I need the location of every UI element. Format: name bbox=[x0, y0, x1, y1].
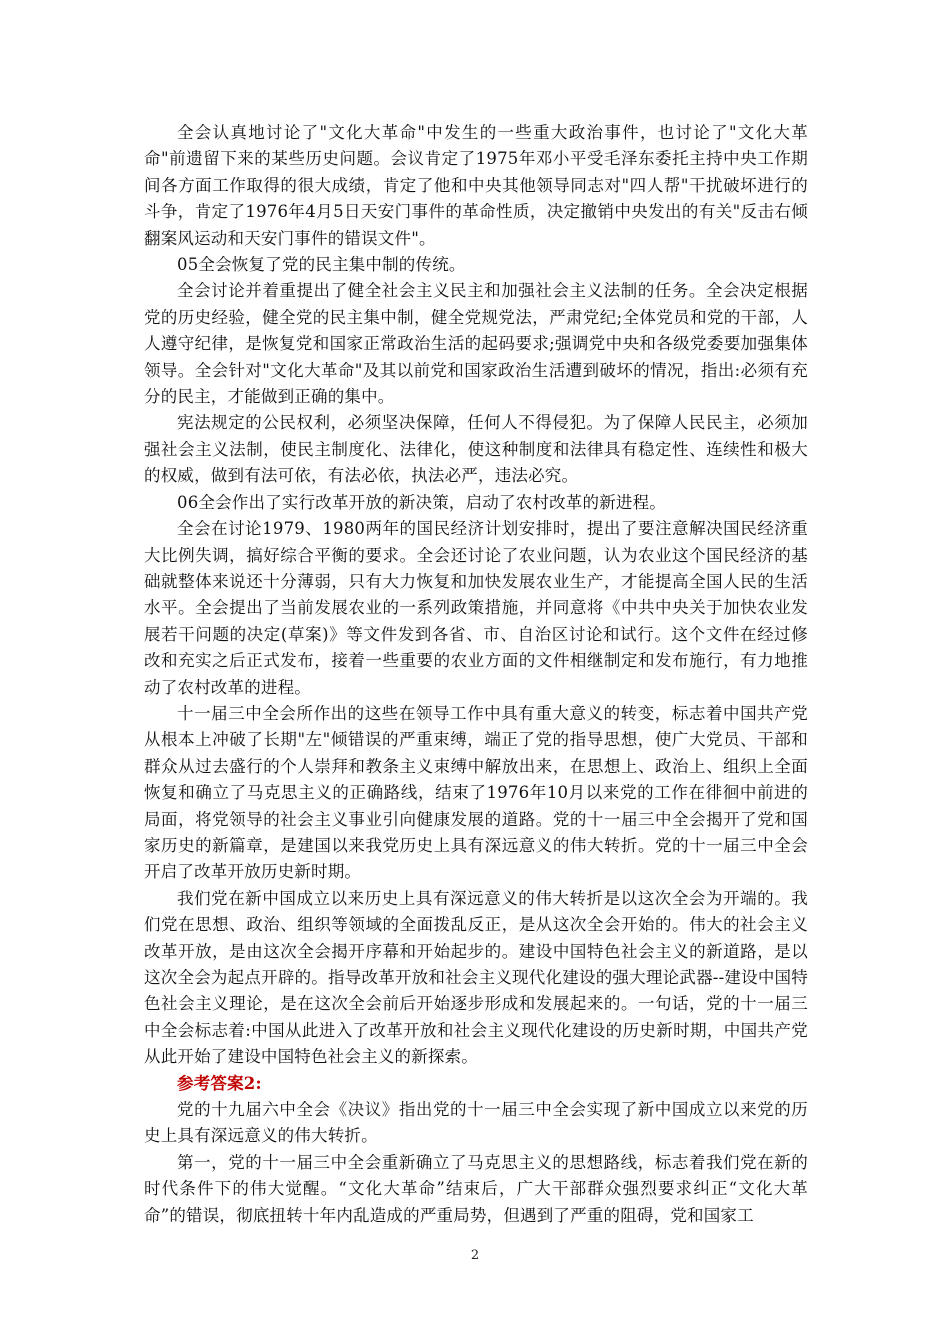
body-paragraph: 十一届三中全会所作出的这些在领导工作中具有重大意义的转变，标志着中国共产党从根本上冲破了长期"左"倾错误的严重束缚，端正了党的指导思想，使广大党员、干部和群众从过去盛行的个人崇拜和教条主义束缚中解放出来，在思想上、政治上、组织上全面恢复和确立了马克思主义的正确路线，结束了1976年10月以来党的工作在徘徊中前进的局面，将党领导的社会主义事业引向健康发展的道路。党的十一届三中全会揭开了党和国家历史的新篇章，是建国以来我党历史上具有深远意义的伟大转折。党的十一届三中全会开启了改革开放历史新时期。 bbox=[144, 703, 808, 882]
body-paragraph: 全会讨论并着重提出了健全社会主义民主和加强社会主义法制的任务。全会决定根据党的历史经验，健全党的民主集中制，健全党规党法，严肃党纪;全体党员和党的干部，人人遵守纪律，是恢复党和国家正常政治生活的起码要求;强调党中央和各级党委要加强集体领导。全会针对"文化大革命"及其以前党和国家政治生活遭到破坏的情况，指出:必须有充分的民主，才能做到正确的集中。 bbox=[144, 281, 808, 407]
page-number: 2 bbox=[470, 1248, 480, 1263]
answer-heading: 参考答案2: bbox=[177, 1073, 262, 1093]
answer-paragraph: 第一，党的十一届三中全会重新确立了马克思主义的思想路线，标志着我们党在新的时代条件下的伟大觉醒。“文化大革命”结束后，广大干部群众强烈要求纠正“文化大革命”的错误，彻底扭转十年内乱造成的严重局势，但遇到了严重的阻碍，党和国家工 bbox=[144, 1152, 808, 1225]
body-paragraph: 我们党在新中国成立以来历史上具有深远意义的伟大转折是以这次全会为开端的。我们党在思想、政治、组织等领域的全面拨乱反正，是从这次全会开始的。伟大的社会主义改革开放，是由这次全会揭开序幕和开始起步的。建设中国特色社会主义的新道路，是以这次全会为起点开辟的。指导改革开放和社会主义现代化建设的强大理论武器--建设中国特色社会主义理论，是在这次全会前后开始逐步形成和发展起来的。一句话，党的十一届三中全会标志着:中国从此进入了改革开放和社会主义现代化建设的历史新时期，中国共产党从此开始了建设中国特色社会主义的新探索。 bbox=[144, 888, 808, 1067]
section-heading-05: 05全会恢复了党的民主集中制的传统。 bbox=[177, 255, 466, 275]
body-paragraph: 全会在讨论1979、1980两年的国民经济计划安排时，提出了要注意解决国民经济重大比例失调，搞好综合平衡的要求。全会还讨论了农业问题，认为农业这个国民经济的基础就整体来说还十分薄弱，只有大力恢复和加快发展农业生产，才能提高全国人民的生活水平。全会提出了当前发展农业的一系列政策措施，并同意将《中共中央关于加快农业发展若干问题的决定(草案)》等文件发到各省、市、自治区讨论和试行。这个文件在经过修改和充实之后正式发布，接着一些重要的农业方面的文件相继制定和发布施行，有力地推动了农村改革的进程。 bbox=[144, 519, 808, 697]
body-paragraph: 宪法规定的公民权利，必须坚决保障，任何人不得侵犯。为了保障人民民主，必须加强社会主义法制，使民主制度化、法律化，使这种制度和法律具有稳定性、连续性和极大的权威，做到有法可依，有法必依，执法必严，违法必究。 bbox=[144, 413, 808, 486]
section-heading-06: 06全会作出了实行改革开放的新决策，启动了农村改革的新进程。 bbox=[177, 492, 666, 512]
body-paragraph: 全会认真地讨论了"文化大革命"中发生的一些重大政治事件，也讨论了"文化大革命"前遗留下来的某些历史问题。会议肯定了1975年邓小平受毛泽东委托主持中央工作期间各方面工作取得的很大成绩，肯定了他和中央其他领导同志对"四人帮"干扰破坏进行的斗争，肯定了1976年4月5日天安门事件的革命性质，决定撤销中央发出的有关"反击右倾翻案风运动和天安门事件的错误文件"。 bbox=[144, 123, 808, 248]
document-page bbox=[144, 120, 808, 1229]
answer-paragraph: 党的十九届六中全会《决议》指出党的十一届三中全会实现了新中国成立以来党的历史上具有深远意义的伟大转折。 bbox=[144, 1100, 808, 1146]
